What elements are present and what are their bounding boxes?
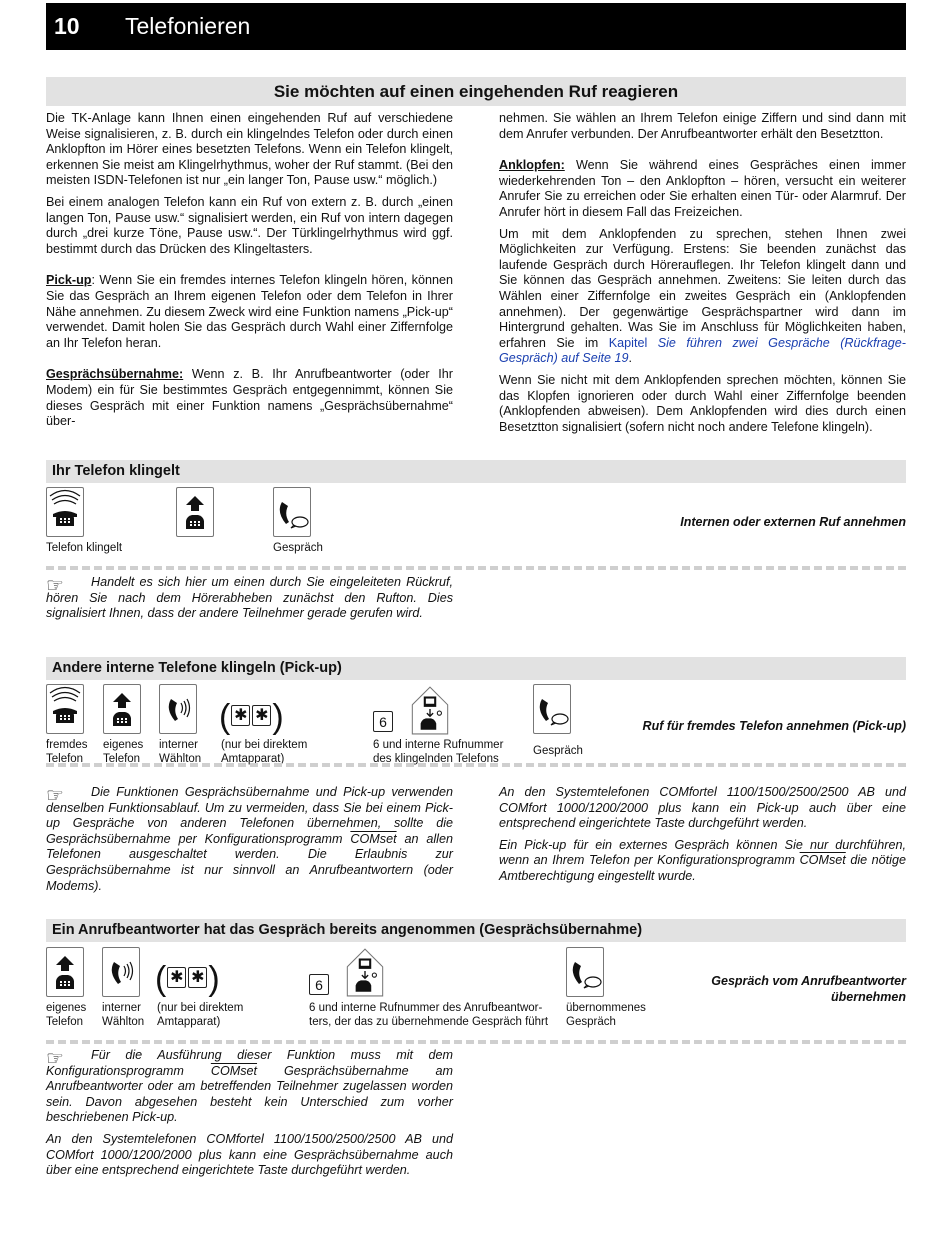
caption-direct-line: (nur bei direktem Amtapparat) [157,1002,244,1028]
caption-own-phone: eigenes Telefon [46,1002,87,1028]
caption-dial-tone: interner Wählton [102,1002,145,1028]
chapter-link[interactable]: Kapitel Sie führen zwei Gespräche (Rückfrage-Gespräch) auf Seite 19 [499,335,906,366]
note-system-phones: An den Systemtelefonen COMfortel 1100/1500/2500/2500 AB und COMfort 1000/1200/2000 plus kann ein Pick-up auch über eine entsprechend eingerichtete Taste durchgeführt werden. Ein Pick-up für ein externes Gespräch können Sie nur durchführen, wenn an Ihrem Telefon per Konfigurationsprogramm COMset die nötige Amtberechtigung eingestellt wurde. [499,785,906,883]
page-number: 10 [54,13,80,39]
digit-key-6: 6 [373,711,393,732]
note-takeover-config: Für die Ausführung dieser Funktion muss mit dem Konfigurationsprogramm COMset Gesprächsübernahme am Anrufbeantworter oder am betreffenden Teilnehmer zugelassen worden sein. Davon abgesehen besteht kein Unterschied zum vorher beschriebenen Pick-up. An den Systemtelefonen COMfortel 1100/1500/2500/2500 AB und COMfort 1000/1200/2000 plus kann eine Gesprächsübernahme auch über eine entsprechend eingerichtete Taste durchgeführt werden. [46,1048,453,1178]
comset-term: COMset [799,853,846,868]
pointing-hand-icon: ☞ [46,785,64,807]
intro-paragraph: nehmen. Sie wählen an Ihrem Telefon einige Ziffern und sind dann mit dem Anrufer verbunden. Der Anrufbeantworter erhält den Besetztton. [499,111,906,141]
conversation-icon [566,947,604,997]
pickup-paragraph: Pick-up: Wenn Sie ein fremdes internes Telefon klingeln hören, können Sie das Gespräch an Ihrem eigenen Telefon oder dem Telefon in Ihrer Nähe annehmen. Zu diesem Zweck wird eine Funktion namens „Pick-up“ verwendet. Damit holen Sie das Gespräch durch Wahl einer Ziffernfolge an Ihr Telefon heran. [46,273,453,350]
star-keys-group: ( ✱ ✱ ) [219,698,284,736]
takeover-label: Gesprächsübernahme: [46,367,184,382]
intro-right-column [499,111,906,441]
ringing-phone-icon [46,487,84,537]
action-accept-call: Internen oder externen Ruf annehmen [680,515,906,529]
section-heading-pickup: Andere interne Telefone klingeln (Pick-up) [46,657,906,680]
comset-term: COMset [210,1063,258,1078]
main-heading: Sie möchten auf einen eingehenden Ruf reagieren [46,77,906,106]
caption-conversation: Gespräch [273,542,323,554]
star-keys-group: ( ✱ ✱ ) [155,960,220,998]
comset-term: COMset [350,831,397,846]
house-phone-icon [345,946,385,998]
house-phone-icon [410,684,450,736]
caption-six-number: 6 und interne Rufnummer des Anrufbeantwor- ters, der das zu übernehmende Gespräch führt [309,1002,549,1028]
knock-reject-paragraph: Wenn Sie nicht mit dem Anklopfenden sprechen möchten, können Sie das Klopfen ignorieren oder durch Wahl einer Ziffernfolge beenden (Anklopfenden abweisen). Dem Anklopfenden wird dies durch einen Besetztton signalisiert (sofern nicht noch andere Telefone klingeln). [499,372,906,434]
note-callback: Handelt es sich hier um einen durch Sie eingeleiteten Rückruf, hören Sie nach dem Hörerabheben zunächst den Rufton. Dies signalisiert Ihnen, dass der andere Teilnehmer gerade gerufen wird. [46,575,453,621]
divider [46,566,906,570]
caption-own-phone: eigenes Telefon [103,739,144,765]
takeover-paragraph: Gesprächsübernahme: Wenn z. B. Ihr Anrufbeantworter (oder Ihr Modem) ein für Sie bestimmtes Gespräch entgegennimmt, können Sie dieses Gespräch mit einer Funktion namens „Gesprächsübernahme“ über- [46,367,453,429]
pointing-hand-icon: ☞ [46,1048,64,1070]
knock-label: Anklopfen: [499,158,565,173]
star-key: ✱ [167,967,186,988]
caption-foreign-phone: fremdes Telefon [46,739,88,765]
knock-options-paragraph: Um mit dem Anklopfenden zu sprechen, stehen Ihnen zwei Möglichkeiten zur Verfügung. Erstens: Sie beenden zunächst das laufende Gespräch durch Hörerauflegen. Ihr Telefon klingelt dann und Sie können das Gespräch annehmen. Zweitens: Sie leiten durch das Wählen einer Ziffernfolge ein zweites Gespräch ein (Anklopfenden annehmen). Der gegenwärtige Gesprächspartner wird dann im Hintergrund gehalten. Was Sie im Anschluss für Möglichkeiten haben, erfahren Sie im Kapitel Sie führen zwei Gespräche (Rückfrage-Gespräch) auf Seite 19. [499,226,906,366]
note-takeover-vs-pickup: Die Funktionen Gesprächsübernahme und Pick-up verwenden denselben Funktionsablauf. Um zu vermeiden, dass Sie bei einem Pick-up Gespräche von anderen Telefonen übernehmen, sollte die Gesprächsübernahme per Konfigurationsprogramm COMset an allen Telefonen ausgeschaltet werden. Die Erlaubnis zur Gesprächsübernahme ist nur sinnvoll an Anrufbeantwortern (oder Modems). [46,785,453,893]
pickup-label: Pick-up [46,273,92,288]
page-header [46,3,906,50]
divider [46,1040,906,1044]
caption-direct-line: (nur bei direktem Amtapparat) [221,739,308,765]
conversation-icon [273,487,311,537]
action-take-over-call: Gespräch vom Anrufbeantworter übernehmen [711,974,906,1004]
section-heading-phone-ringing: Ihr Telefon klingelt [46,460,906,483]
ringing-phone-icon [46,684,84,734]
action-pickup: Ruf für fremdes Telefon annehmen (Pick-up) [642,719,906,733]
star-key: ✱ [231,705,250,726]
caption-taken-over-call: übernommenes Gespräch [566,1002,646,1028]
intro-left-column [46,111,453,436]
divider [46,763,906,767]
pointing-hand-icon: ☞ [46,575,64,597]
digit-key-6: 6 [309,974,329,995]
star-key: ✱ [252,705,271,726]
caption-six-number: 6 und interne Rufnummer des klingelnden Telefons [373,739,504,765]
lift-handset-icon [103,684,141,734]
dial-tone-icon [159,684,197,734]
lift-handset-icon [46,947,84,997]
intro-paragraph: Die TK-Anlage kann Ihnen einen eingehenden Ruf auf verschiedene Weise signalisieren, z. B. durch ein klingelndes Telefon oder durch einen Anklopfton im Hörer eines besetzten Telefons. Wenn ein Telefon klingelt, erkennen Sie meist am Klingelrhythmus, woher der Ruf stammt. (Bei den meisten ISDN-Telefonen ist nur „ein langer Ton, Pause usw.“ möglich.) [46,111,453,188]
chapter-title: Telefonieren [125,13,251,39]
lift-handset-icon [176,487,214,537]
caption-conversation: Gespräch [533,745,583,757]
dial-tone-icon [102,947,140,997]
conversation-icon [533,684,571,734]
intro-paragraph: Bei einem analogen Telefon kann ein Ruf von extern z. B. durch „einen langen Ton, Pause usw.“ signalisiert werden, ein Ruf von intern dagegen durch „drei kurze Töne, Pause usw.“. Der Türklingelrhythmus wird ggf. bestimmt durch das Drücken des Klingeltasters. [46,194,453,256]
knock-paragraph: Anklopfen: Wenn Sie während eines Gespräches einen immer wiederkehrenden Ton – den Anklopfton – hören, versucht ein weiterer Anrufer Sie zu erreichen oder Sie erhalten einen Tür- oder Alarmruf. Der Anrufer hört in diesem Fall das Freizeichen. [499,158,906,219]
section-heading-answering-machine: Ein Anrufbeantworter hat das Gespräch bereits angenommen (Gesprächsübernahme) [46,919,906,942]
star-key: ✱ [188,967,207,988]
caption-phone-ringing: Telefon klingelt [46,542,123,554]
caption-dial-tone: interner Wählton [159,739,202,765]
